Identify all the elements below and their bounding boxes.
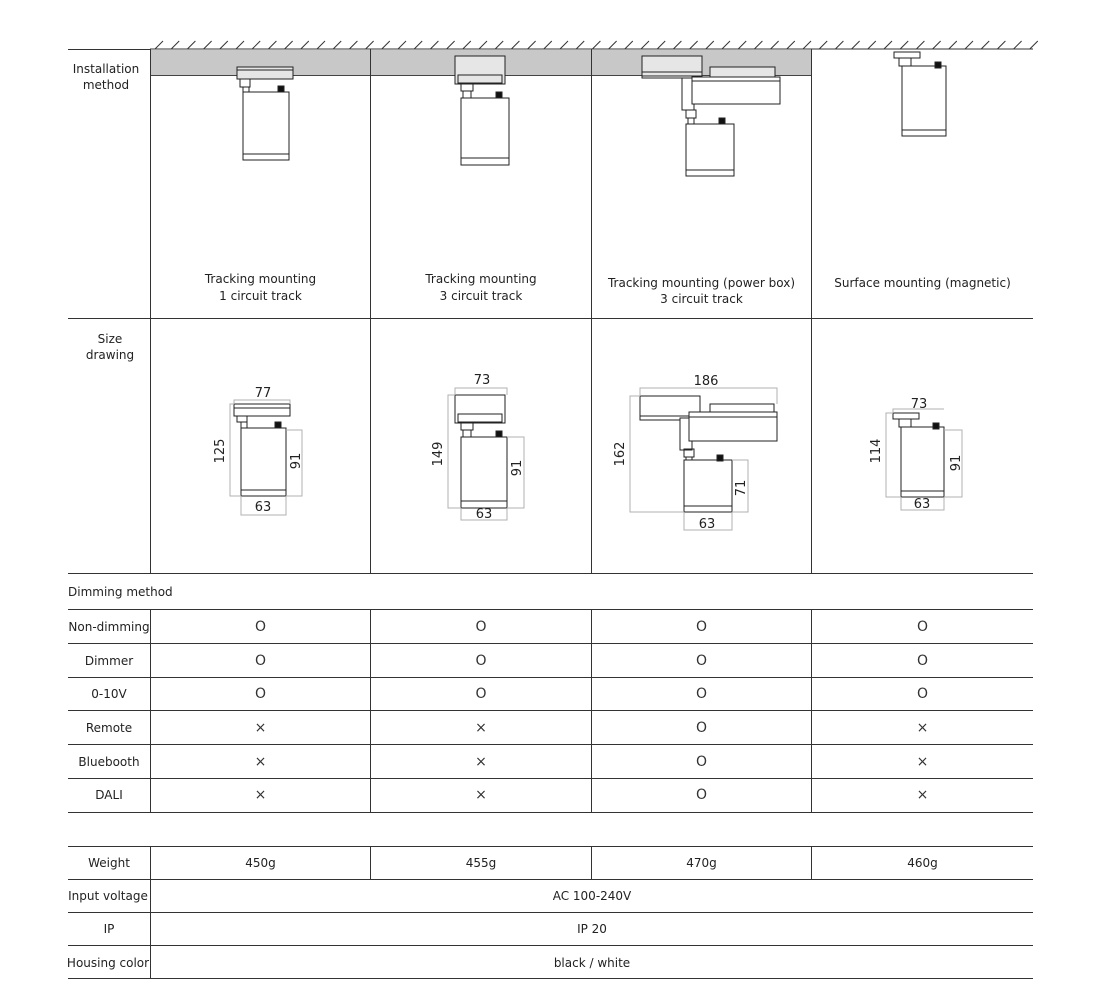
voltage-label: Input voltage: [68, 889, 148, 903]
dim-row-label-5: DALI: [95, 788, 123, 802]
rule-dim-4: [68, 744, 1033, 745]
rule-dim-3: [68, 710, 1033, 711]
dim-1-base: 63: [254, 500, 272, 515]
dim-1-body: 91: [289, 452, 304, 470]
rule-dim-5: [68, 778, 1033, 779]
dim-2-top: 73: [473, 373, 491, 388]
dim-1-height: 125: [213, 438, 228, 464]
dimming-cell: O: [916, 619, 929, 635]
mount-3-line2: 3 circuit track: [660, 292, 743, 306]
dimming-cell: ×: [475, 787, 487, 803]
dimming-cell: O: [254, 653, 267, 669]
dimming-cell: O: [695, 754, 708, 770]
dim-4-height: 114: [869, 438, 884, 464]
dimming-cell: O: [475, 686, 487, 702]
dimming-cell: O: [695, 720, 708, 736]
weight-1: 450g: [245, 856, 276, 870]
dimming-cell: O: [254, 686, 267, 702]
dim-1-top: 77: [254, 386, 272, 401]
dim-2-height: 149: [431, 441, 446, 467]
rule-spec-3: [68, 945, 1033, 946]
dim-2-body: 91: [510, 459, 525, 477]
dimming-cell: ×: [475, 720, 487, 736]
ip-value: IP 20: [577, 922, 607, 936]
dimming-cell: ×: [916, 754, 929, 770]
dim-col-line-3: [811, 609, 812, 812]
voltage-value: AC 100-240V: [552, 889, 632, 903]
dim-col-line-0: [150, 609, 151, 812]
dimming-cell: O: [254, 619, 267, 635]
dim-3-height: 162: [613, 441, 628, 467]
dimming-cell: O: [695, 619, 708, 635]
rule-dim-6: [68, 812, 1033, 813]
dimming-cell: ×: [916, 720, 929, 736]
mount-1-line1: Tracking mounting: [204, 272, 317, 286]
dim-row-label-3: Remote: [85, 721, 133, 735]
dimming-cell: ×: [475, 754, 487, 770]
dimming-header: Dimming method: [68, 585, 173, 599]
dim-col-line-1: [370, 609, 371, 812]
dimming-cell: O: [695, 787, 708, 803]
rule-size-bottom: [68, 573, 1033, 574]
rule-dim-1: [68, 643, 1033, 644]
size-drawing-3: [630, 388, 777, 530]
dimming-cell: O: [695, 686, 708, 702]
mount-1-line2: 1 circuit track: [219, 289, 302, 303]
fixture-3-icon: [642, 56, 780, 176]
fixture-1-icon: [237, 67, 293, 160]
fixture-4-icon: [894, 52, 946, 136]
mount-3-line1: Tracking mounting (power box): [607, 276, 796, 290]
dimming-cell: O: [475, 619, 487, 635]
dimming-cell: ×: [254, 720, 267, 736]
dim-col-line-2: [591, 609, 592, 812]
installation-header-text: Installation method: [72, 62, 140, 92]
dim-3-base: 63: [698, 517, 716, 532]
dim-row-label-2: 0-10V: [91, 687, 127, 701]
rule-spec-4: [68, 978, 1033, 979]
fixture-2-icon: [455, 56, 509, 165]
dim-4-base: 63: [913, 497, 931, 512]
dim-4-top: 73: [910, 397, 928, 412]
rule-spec-top: [68, 846, 1033, 847]
ip-label: IP: [103, 922, 115, 936]
dim-3-top: 186: [693, 374, 719, 389]
dim-row-label-1: Dimmer: [84, 654, 134, 668]
size-header-text: Size drawing: [85, 332, 135, 362]
weight-3: 470g: [686, 856, 717, 870]
dim-row-label-0: Non-dimming: [68, 620, 150, 634]
dimming-cell: ×: [916, 787, 929, 803]
dimming-cell: O: [475, 653, 487, 669]
mount-2-line1: Tracking mounting: [425, 272, 537, 286]
size-drawings: [0, 320, 1100, 570]
mount-4-line1: Surface mounting (magnetic): [834, 276, 1011, 290]
housing-color-value: black / white: [553, 956, 631, 970]
weight-4: 460g: [907, 856, 938, 870]
mount-2-line2: 3 circuit track: [439, 289, 523, 303]
dimming-cell: ×: [254, 787, 267, 803]
dimming-cell: O: [695, 653, 708, 669]
dim-2-base: 63: [475, 507, 493, 522]
rule-spec-1: [68, 879, 1033, 880]
dim-row-label-4: Bluebooth: [78, 755, 140, 769]
dimming-cell: ×: [254, 754, 267, 770]
rule-dim-2: [68, 677, 1033, 678]
rule-spec-2: [68, 912, 1033, 913]
dim-4-body: 91: [949, 454, 964, 472]
dimming-cell: O: [916, 653, 929, 669]
weight-2: 455g: [465, 856, 497, 870]
weight-label: Weight: [88, 856, 130, 870]
dimming-cell: O: [916, 686, 929, 702]
dim-3-body: 71: [734, 479, 749, 497]
rule-dim-header: [68, 609, 1033, 610]
housing-color-label: Housing color: [66, 956, 150, 970]
